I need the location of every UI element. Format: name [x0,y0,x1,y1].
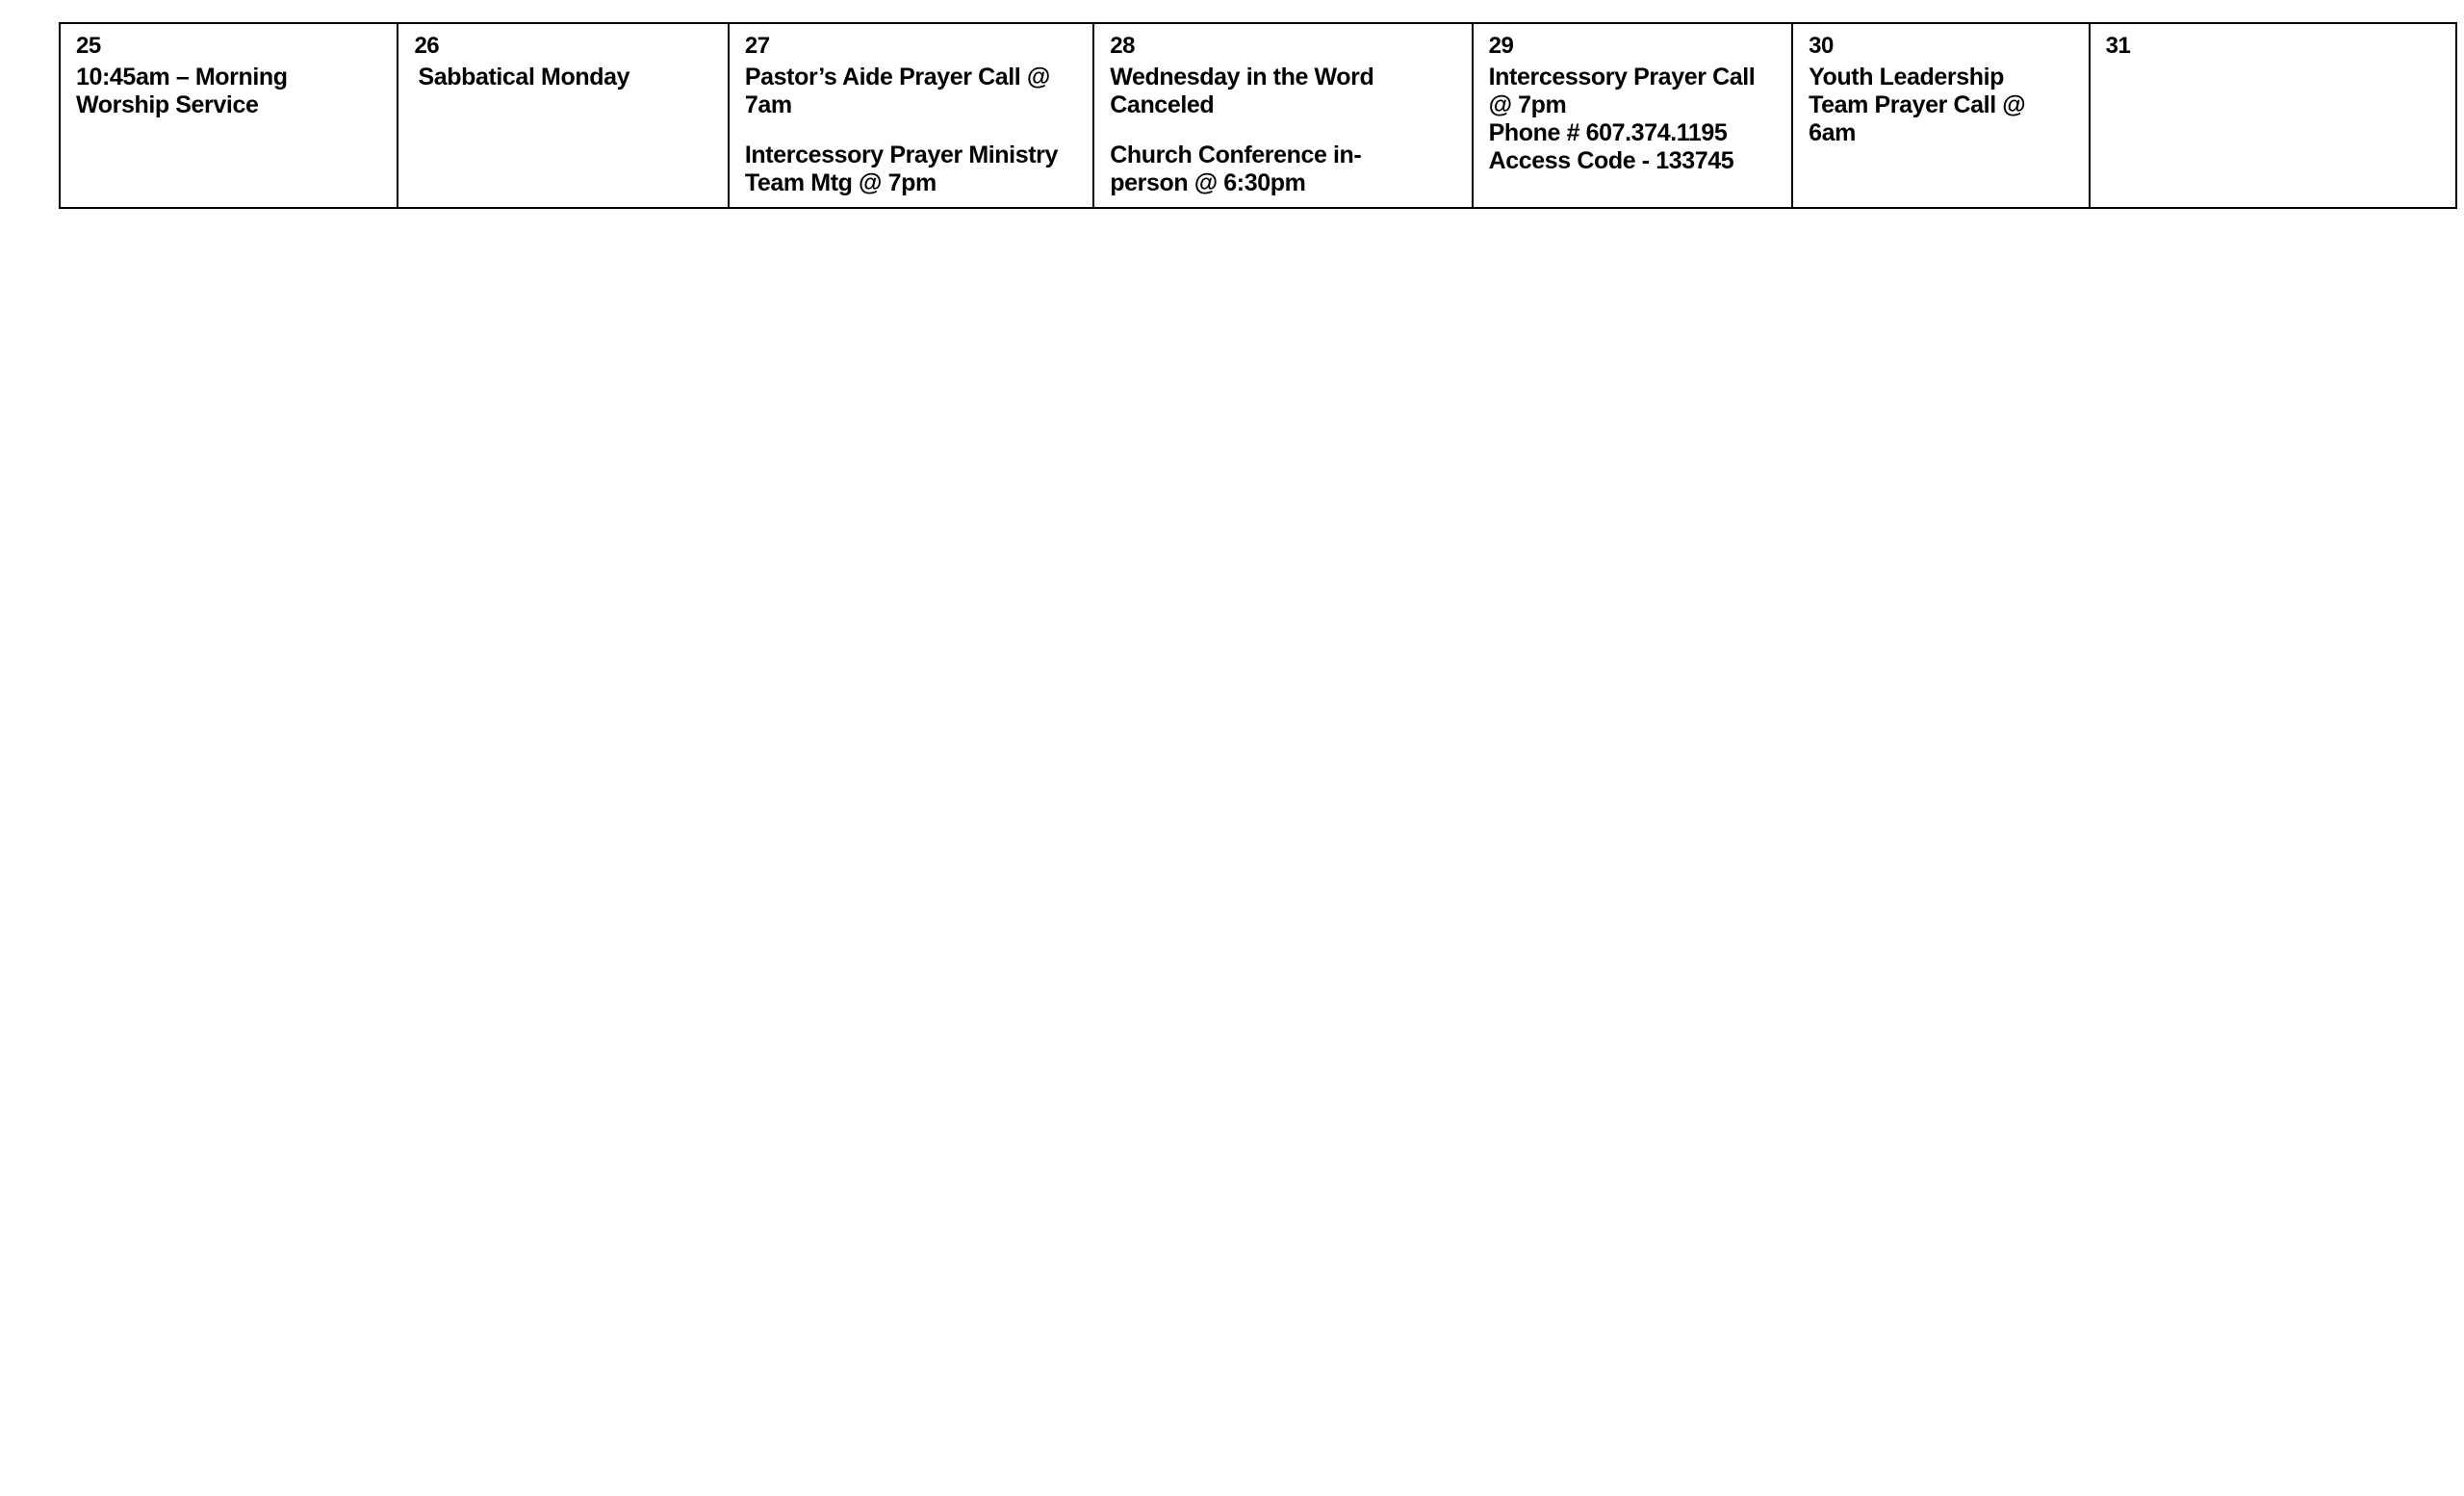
event-pastors-aide-prayer-call: Pastor’s Aide Prayer Call @ 7am [744,64,1050,118]
day-number: 31 [2105,33,2131,59]
day-number: 30 [1809,33,1834,59]
day-cell-26 [398,24,729,207]
calendar-week-row [59,22,2457,209]
event-phone-number: Phone # 607.374.1195 [1488,119,1728,146]
event-access-code: Access Code - 133745 [1488,147,1734,174]
event-morning-worship: 10:45am – Morning Worship Service [76,64,288,118]
event-youth-leadership-prayer-call: Youth Leadership Team Prayer Call @ 6am [1809,64,2026,146]
event-intercessory-prayer-call: Intercessory Prayer Call @ 7pm [1488,64,1756,118]
event-intercessory-team-meeting: Intercessory Prayer Ministry Team Mtg @ 7pm [744,142,1058,196]
day-cell-31 [2091,24,2455,207]
day-cell-28 [1094,24,1473,207]
day-number: 29 [1488,33,1514,59]
day-cell-25 [61,24,398,207]
day-cell-29 [1474,24,1793,207]
event-church-conference: Church Conference in- person @ 6:30pm [1110,142,1362,196]
event-sabbatical-monday: Sabbatical Monday [418,64,630,90]
day-cell-27 [730,24,1094,207]
day-number: 28 [1110,33,1135,59]
event-wednesday-in-the-word: Wednesday in the Word Canceled [1110,64,1374,118]
day-number: 27 [744,33,770,59]
day-number: 26 [414,33,440,59]
day-cell-30 [1793,24,2091,207]
day-number: 25 [76,33,101,59]
